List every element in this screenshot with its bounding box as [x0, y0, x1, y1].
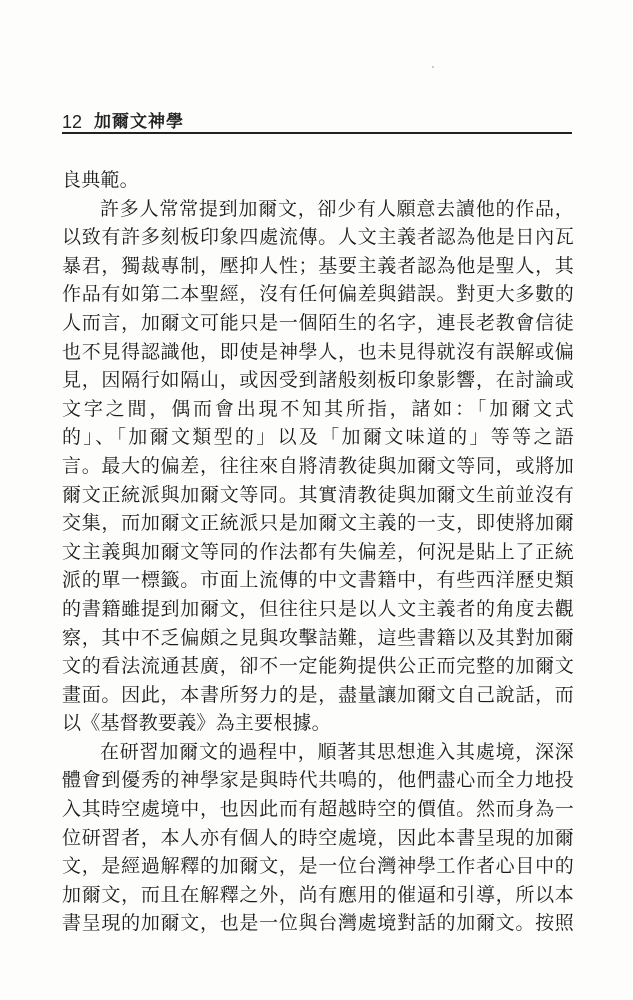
running-title: 加爾文神學: [94, 112, 185, 132]
text-line: 許多人常常提到加爾文，卻少有人願意去讀他的作品，: [100, 197, 574, 220]
text-line: 文，是經過解釋的加爾文，是一位台灣神學工作者心目中的: [62, 855, 574, 878]
text-line: 書呈現的加爾文，也是一位與台灣處境對話的加爾文。按照: [62, 912, 574, 935]
text-line: 作品有如第二本聖經，沒有任何偏差與錯誤。對更大多數的: [62, 283, 574, 306]
text-line: 爾文正統派與加爾文等同。其實清教徒與加爾文生前並沒有: [62, 483, 574, 506]
text-line: 人而言，加爾文可能只是一個陌生的名字，連長老教會信徒: [62, 311, 574, 334]
header-rule: [62, 132, 572, 134]
text-line: 體會到優秀的神學家是與時代共鳴的，他們盡心而全力地投: [62, 769, 574, 792]
scan-speck: [432, 66, 434, 68]
text-line: 言。最大的偏差，往往來自將清教徒與加爾文等同，或將加: [62, 454, 574, 477]
text-line: 文的看法流通甚廣，卻不一定能夠提供公正而完整的加爾文: [62, 655, 574, 678]
body-text: [62, 166, 574, 938]
text-line: 暴君，獨裁專制，壓抑人性；基要主義者認為他是聖人，其: [62, 254, 574, 277]
text-line: 在研習加爾文的過程中，順著其思想進入其處境，深深: [100, 740, 574, 763]
text-line: 畫面。因此，本書所努力的是，盡量讓加爾文自己說話，而: [62, 683, 574, 706]
text-line: 位研習者，本人亦有個人的時空處境，因此本書呈現的加爾: [62, 826, 574, 849]
text-line: 派的單一標籤。市面上流傳的中文書籍中，有些西洋歷史類: [62, 569, 574, 592]
text-line: 的書籍雖提到加爾文，但往往只是以人文主義者的角度去觀: [62, 597, 574, 620]
text-line: 加爾文，而且在解釋之外，尚有應用的催逼和引導，所以本: [62, 883, 574, 906]
text-line: 察，其中不乏偏頗之見與攻擊詰難，這些書籍以及其對加爾: [62, 626, 574, 649]
running-header: [62, 103, 572, 133]
text-line: 以致有許多刻板印象四處流傳。人文主義者認為他是日內瓦: [62, 226, 574, 249]
text-line: 以《基督教要義》為主要根據。: [62, 712, 331, 735]
page-number: 12: [62, 112, 83, 132]
text-line: 交集，而加爾文正統派只是加爾文主義的一支，即使將加爾: [62, 512, 574, 535]
text-line: 文主義與加爾文等同的作法都有失偏差，何況是貼上了正統: [62, 540, 574, 563]
text-line: 良典範。: [62, 169, 139, 191]
text-line: 的」、「加爾文類型的」以及「加爾文味道的」等等之語: [62, 426, 574, 449]
text-line: 入其時空處境中，也因此而有超越時空的價值。然而身為一: [62, 798, 574, 821]
text-line: 也不見得認識他，即使是神學人，也未見得就沒有誤解或偏: [62, 340, 574, 363]
text-line: 文字之間，偶而會出現不知其所指，諸如：「加爾文式: [62, 397, 574, 420]
text-line: 見，因隔行如隔山，或因受到諸般刻板印象影響，在討論或: [62, 369, 574, 392]
